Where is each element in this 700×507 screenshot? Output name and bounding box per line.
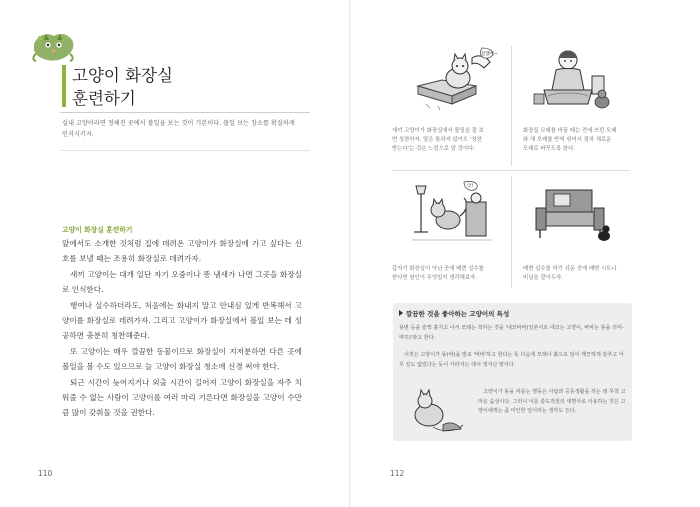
- chapter-title: [72, 64, 173, 110]
- grid-divider-horizontal: [392, 170, 630, 171]
- body-paragraph: 퇴근 시간이 늦어지거나 외출 시간이 길어져 고양이 화장실을 자주 치워줄 수 없는 사람이 고양이를 여러 마리 기른다면 화장실을 고양이 수만큼 많이 갖춰둘 것을 권한다.: [62, 377, 302, 418]
- info-box: [393, 303, 632, 441]
- body-text: [62, 236, 302, 421]
- title-rule: [60, 112, 310, 113]
- body-paragraph: 행여나 실수하더라도, 처음에는 화내지 말고 안내심 있게 반복해서 고양이를 화장실로 데려가자. 그리고 고양이가 화장실에서 볼일 보는 데 성공하면 충분히 칭찬해준다.: [62, 300, 302, 341]
- body-paragraph: 앞에서도 소개한 것처럼 집에 데려온 고양이가 화장실에 가고 싶다는 신호를 보낼 때는 조용히 화장실로 데려가자.: [62, 239, 302, 264]
- info-box-paragraph: 이것은 고양이가 똥(바)을 발로 '바바'하고 한다는 뜻 다음에 모래나 흙으로 덮어 깨끗하게 감추고 아무 일도 없었다는 듯이 사라지는 데서 생겨난 말이다.: [399, 352, 624, 368]
- cat-paw-logo-icon: [30, 30, 76, 64]
- body-paragraph: 또 고양이는 매우 깔끔한 동물이므로 화장실이 지저분하면 다른 곳에 볼일을 볼 수도 있으므로 늘 고양이 화장실 청소에 신경 써야 한다.: [62, 346, 302, 372]
- intro-text: 실내 고양이라면 정해진 곳에서 볼일을 보는 것이 기본이다. 볼일 보는 장소를 확실하게 인식시키자.: [62, 120, 295, 138]
- caption-3: 갑자기 화장실이 아닌 곳에 배변 실수를 한다면 원인이 무엇일지 생각해보자.: [392, 266, 484, 282]
- chapter-title-line1: 고양이 화장실: [72, 66, 173, 85]
- info-box-cat-illustration: [403, 387, 469, 435]
- body-paragraph: 새끼 고양이는 대개 일단 자기 오줌이나 똥 냄새가 나면 그곳을 화장실로 인식한다.: [62, 269, 302, 295]
- illustration-litter-change: [528, 46, 614, 116]
- title-accent-bar: [62, 65, 66, 107]
- intro-rule: [60, 150, 310, 151]
- speech-bubble-text: 잘했어~: [481, 52, 498, 57]
- triangle-bullet-icon: [399, 310, 403, 316]
- speech-bubble-text-2: 앗!: [467, 184, 474, 189]
- illustration-litter-praise: [412, 46, 498, 116]
- info-box-title: [399, 309, 509, 318]
- page-number-left: 110: [38, 469, 53, 478]
- caption-4: 배변 실수를 하기 쉬운 곳에 배변 시트나 비닐을 깔아두자.: [523, 266, 617, 282]
- illustration-accident: [408, 180, 494, 250]
- section-heading: 고양이 화장실 훈련하기: [62, 226, 133, 234]
- grid-divider-vertical-top: [511, 46, 512, 166]
- info-box-paragraph: 용변 등을 슬쩍 흘지고 나서 모래는 척하는 것을 '네코바바(일본어로 네코는 고양이, 바바는 똥을 의미-역주)'라고 한다.: [399, 325, 624, 341]
- caption-1: 새끼 고양이가 화장실에서 볼일을 잘 보면 칭찬하자. 말은 통하지 않아도 '칭찬받는다'는 것은 느낌으로 알 것이다.: [392, 128, 484, 153]
- page-number-right: 112: [390, 469, 405, 478]
- info-box-paragraph: 고양이가 똥을 파묻는 행동은 사람과 공동생활을 하는 데 무척 고마운 습성이다. 그러니 이를 충도적질의 대명사로 사용하는 것은 고양이에게는 좀 미안한 일이라는 생각도 든다.: [478, 389, 626, 415]
- illustration-sofa-sheet: [532, 180, 618, 250]
- grid-divider-vertical-bottom: [511, 176, 512, 288]
- left-page: [0, 0, 349, 507]
- caption-2: 화장실 모래를 바꿀 때는 전에 쓰던 모래와 새 모래를 반씩 섞어서 점차 새로운 모래로 바꾸도록 한다.: [523, 128, 617, 153]
- chapter-title-line2: 훈련하기: [72, 89, 136, 108]
- info-box-title-text: 깔끔한 것을 좋아하는 고양이의 특성: [406, 310, 510, 318]
